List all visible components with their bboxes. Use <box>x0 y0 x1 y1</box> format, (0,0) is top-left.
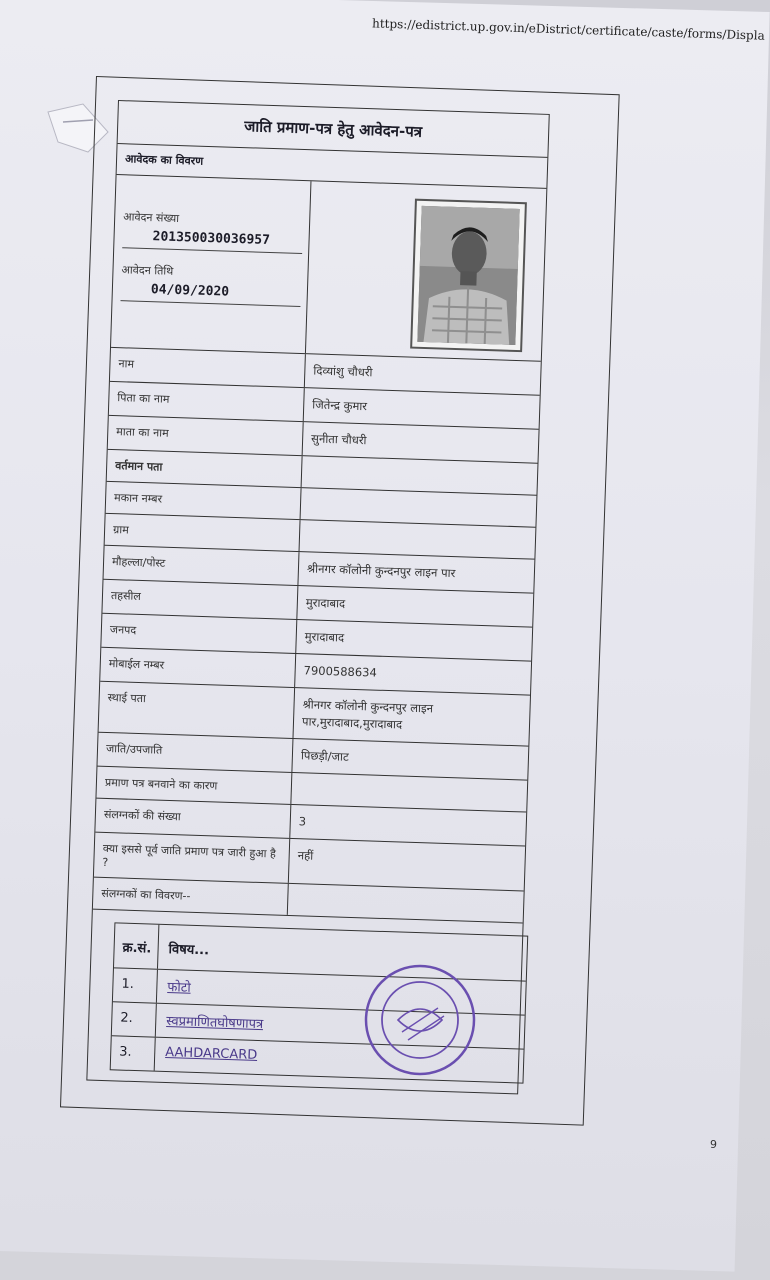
detail-value: दिव्यांशु चौधरी <box>313 363 373 380</box>
detail-label: स्थाई पता <box>99 682 296 738</box>
header-sn: क्र.सं. <box>114 923 159 968</box>
detail-label: मोबाईल नम्बर <box>100 648 296 687</box>
detail-value: पिछड़ी/जाट <box>300 748 350 764</box>
official-seal-stamp <box>358 958 482 1082</box>
detail-label: संलग्नकों की संख्या <box>95 799 291 838</box>
detail-label: प्रमाण पत्र बनवाने का कारण <box>96 767 292 804</box>
detail-value: 3 <box>298 814 307 829</box>
application-info <box>111 175 311 353</box>
attachment-sn: 1. <box>113 968 158 1002</box>
application-info-block <box>111 175 546 362</box>
section-applicant-details: आवेदक का विवरण <box>117 144 548 189</box>
detail-value: श्रीनगर कॉलोनी कुन्दनपुर लाइन पार <box>306 561 456 581</box>
application-date: 04/09/2020 <box>150 282 230 300</box>
attachment-link-declaration[interactable]: स्वप्रमाणितघोषणापत्र <box>166 1014 264 1033</box>
detail-label: वर्तमान पता <box>107 450 303 487</box>
form-title: जाति प्रमाण-पत्र हेतु आवेदन-पत्र <box>118 101 549 158</box>
detail-value: मुरादाबाद <box>305 595 346 611</box>
detail-label: तहसील <box>102 580 298 619</box>
detail-label: पिता का नाम <box>109 382 305 421</box>
photo-cell <box>306 181 546 360</box>
attachment-link-aadhar[interactable]: AAHDARCARD <box>165 1045 258 1063</box>
detail-value: जितेन्द्र कुमार <box>312 397 368 414</box>
detail-value: सुनीता चौधरी <box>310 431 367 448</box>
caste-certificate-form <box>86 100 549 1094</box>
detail-label: नाम <box>110 348 306 387</box>
detail-value: 7900588634 <box>303 663 378 680</box>
detail-label: माता का नाम <box>108 416 304 455</box>
page-url: https://edistrict.up.gov.in/eDistrict/certificate/caste/forms/Displa <box>371 16 765 43</box>
page-number: 9 <box>710 1138 717 1151</box>
detail-label: संलग्नकों का विवरण-- <box>93 878 289 915</box>
attachment-sn: 2. <box>112 1002 157 1036</box>
detail-label: मौहल्ला/पोस्ट <box>104 546 300 585</box>
application-no: 201350030036957 <box>152 229 271 248</box>
detail-label: मकान नम्बर <box>106 482 302 519</box>
detail-value: श्रीनगर कॉलोनी कुन्दनपुर लाइन पार,मुरादाबाद,मुरादाबाद <box>301 697 434 732</box>
applicant-photo <box>410 199 527 353</box>
underline <box>122 247 302 254</box>
detail-value: नहीं <box>297 848 314 863</box>
attachment-sn: 3. <box>111 1036 156 1070</box>
application-no-label: आवेदन संख्या <box>123 210 180 226</box>
header-subject: विषय... <box>168 942 210 959</box>
attachment-link-photo[interactable]: फोटो <box>167 980 191 996</box>
detail-label: ग्राम <box>105 514 301 551</box>
application-date-label: आवेदन तिथि <box>121 263 174 278</box>
detail-label: क्या इससे पूर्व जाति प्रमाण पत्र जारी हुआ है ? <box>94 833 290 883</box>
detail-label: जाति/उपजाति <box>97 733 293 772</box>
detail-label: जनपद <box>101 614 297 653</box>
detail-value: मुरादाबाद <box>304 629 345 645</box>
person-photo-icon <box>417 206 519 345</box>
underline <box>121 300 301 307</box>
details-table <box>93 348 541 923</box>
